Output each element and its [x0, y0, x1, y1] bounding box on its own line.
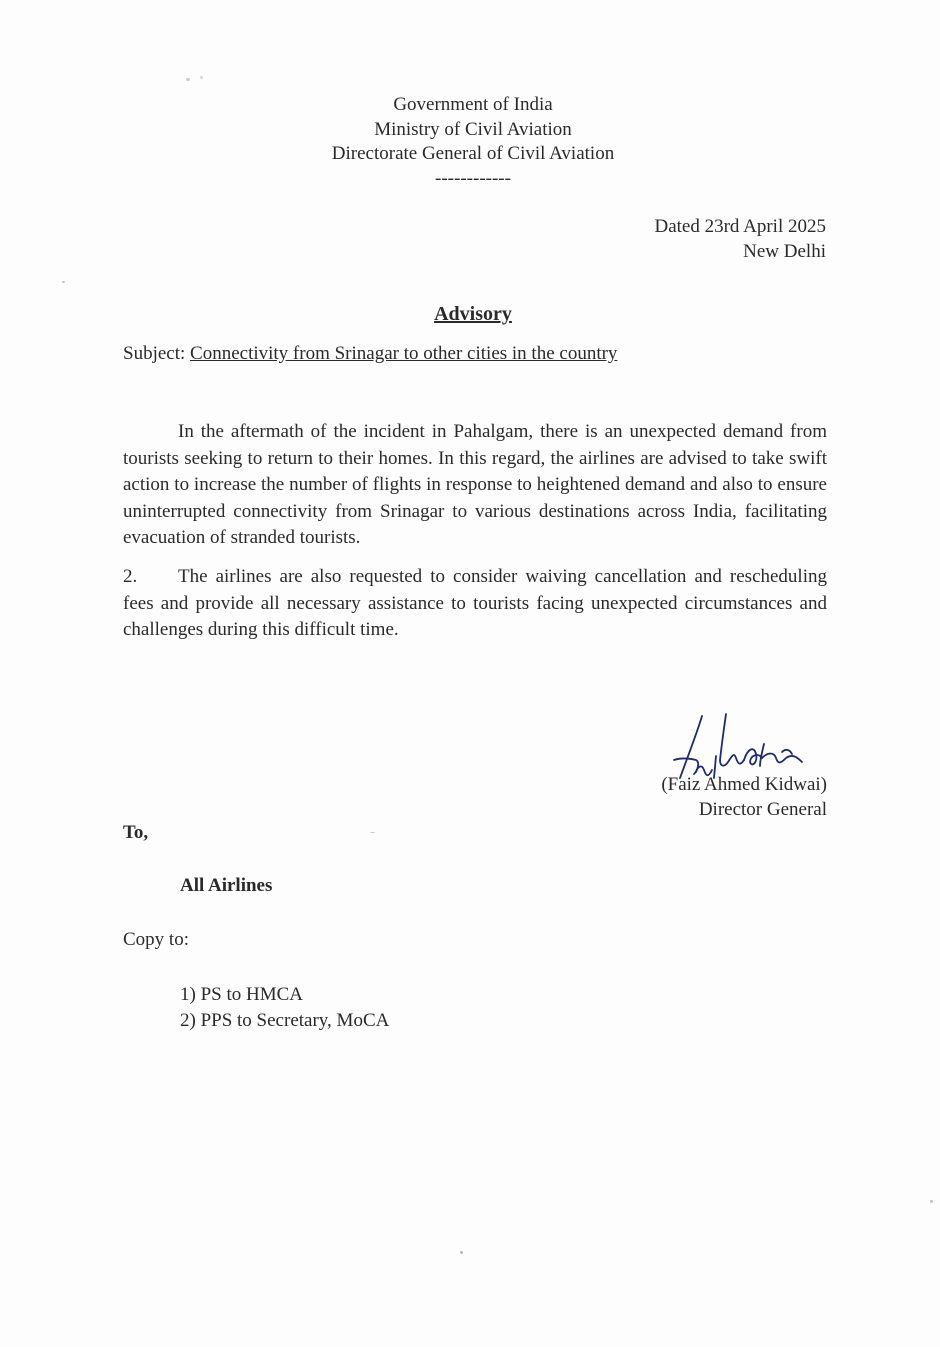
- paper-speck: [62, 281, 65, 283]
- document-date: Dated 23rd April 2025: [654, 216, 826, 237]
- subject-line: [123, 343, 617, 365]
- paper-speck: [460, 1251, 463, 1254]
- signature-icon: [636, 708, 826, 798]
- signatory-name: (Faiz Ahmed Kidwai): [661, 774, 827, 795]
- copy-to-list: [180, 982, 389, 1034]
- paper-speck: [370, 832, 375, 833]
- letterhead-government: Government of India: [393, 94, 553, 115]
- paper-speck: [200, 76, 203, 79]
- subject-text: Connectivity from Srinagar to other cities in the country: [190, 343, 618, 364]
- copy-to-label: Copy to:: [123, 929, 189, 950]
- paragraph-2: [123, 564, 827, 644]
- subject-label: Subject:: [123, 343, 186, 364]
- paragraph-1: In the aftermath of the incident in Pahalgam, there is an unexpected demand from tourists seeking to return to their homes. In this regard, the airlines are advised to take swift action to increase the number of flights in response to heightened demand and also to ensure uninterrupted connectivity from Srinagar to various destinations across India, facilitating evacuation of stranded tourists.: [123, 421, 827, 548]
- paragraph-2-number: 2.: [123, 566, 138, 587]
- copy-to-item: 1) PS to HMCA: [180, 984, 303, 1005]
- letterhead-ministry: Ministry of Civil Aviation: [374, 118, 572, 140]
- letterhead: [0, 93, 940, 191]
- handwritten-signature: [636, 708, 826, 798]
- signatory-designation: Director General: [698, 799, 827, 820]
- paper-speck: [930, 1200, 933, 1203]
- to-label: To,: [123, 822, 149, 843]
- paper-speck: [186, 78, 190, 81]
- document-place: New Delhi: [743, 240, 826, 262]
- copy-to-item: 2) PPS to Secretary, MoCA: [180, 1010, 390, 1031]
- letterhead-divider: ------------: [435, 167, 511, 189]
- recipient: All Airlines: [180, 875, 273, 896]
- date-place-block: [654, 215, 826, 264]
- letterhead-directorate: Directorate General of Civil Aviation: [331, 143, 615, 164]
- paragraph-2-text: The airlines are also requested to consider waiving cancellation and rescheduling fees and provide all necessary assistance to tourists facing unexpected circumstances and challenges during this difficult time.: [123, 566, 827, 640]
- document-title: Advisory: [434, 303, 512, 325]
